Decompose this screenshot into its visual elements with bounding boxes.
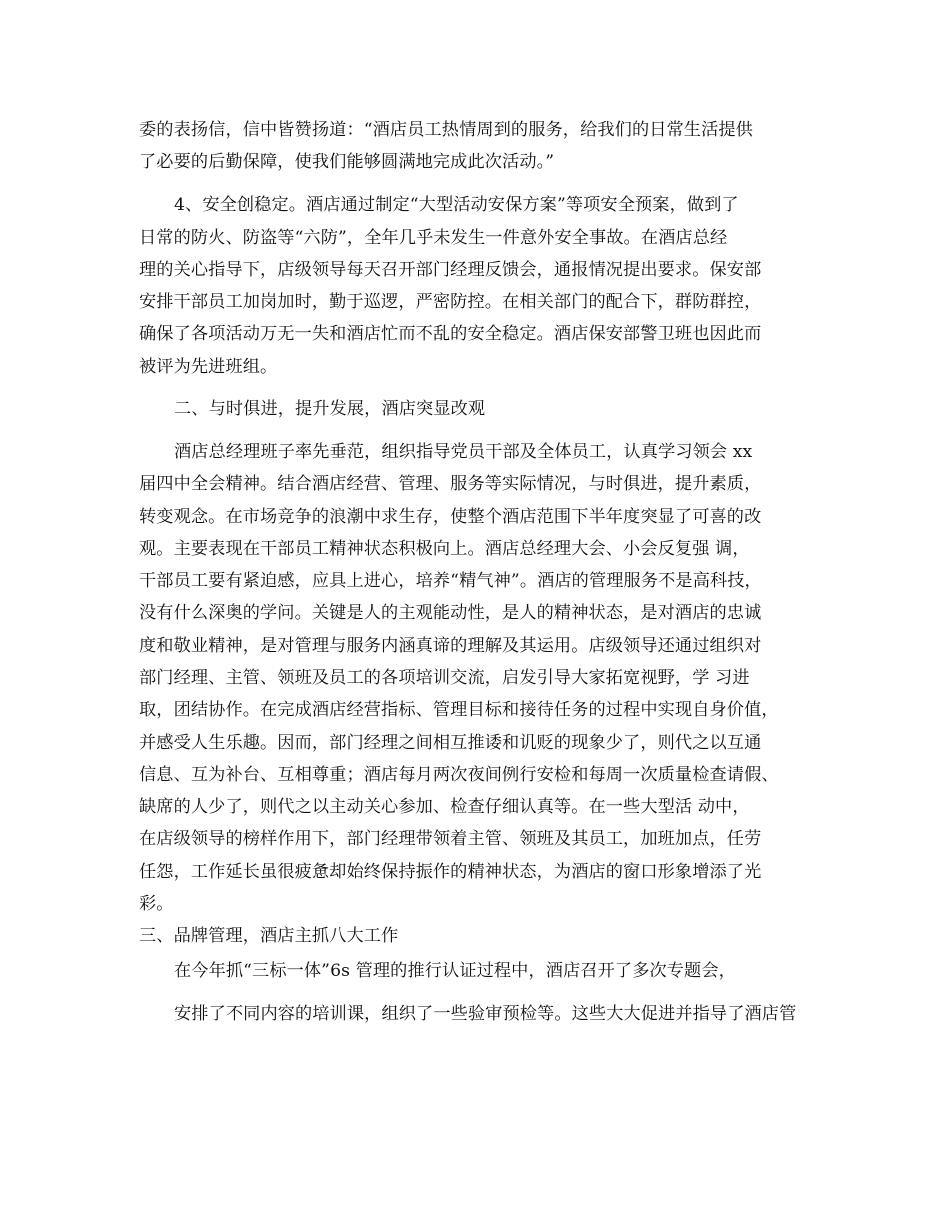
text-line-16: 度和敬业精神，是对管理与服务内涵真谛的理解及其运用。店级领导还通过组织对 [139, 636, 762, 656]
text-line-25: 三、品牌管理，酒店主抓八大工作 [139, 926, 399, 946]
text-line-14: 干部员工要有紧迫感，应具上进心，培养“精气神”。酒店的管理服务不是高科技， [139, 571, 762, 591]
text-line-10: 酒店总经理班子率先垂范，组织指导党员干部及全体员工，认真学习领会 xx [174, 442, 753, 462]
text-line-3: 4、安全创稳定。酒店通过制定“大型活动安保方案”等项安全预案，做到了 [174, 195, 739, 215]
text-line-15: 没有什么深奥的学问。关键是人的主观能动性，是人的精神状态，是对酒店的忠诚 [139, 603, 762, 623]
text-line-6: 安排干部员工加岗加时，勤于巡逻，严密防控。在相关部门的配合下，群防群控， [139, 292, 762, 312]
text-line-5: 理的关心指导下，店级领导每天召开部门经理反馈会，通报情况提出要求。保安部 [139, 260, 762, 280]
text-line-12: 转变观念。在市场竞争的浪潮中求生存，使整个酒店范围下半年度突显了可喜的改 [139, 507, 762, 527]
text-line-8: 被评为先进班组。 [139, 357, 278, 377]
text-line-2: 了必要的后勤保障，使我们能够圆满地完成此次活动。” [139, 152, 555, 172]
text-line-18: 取，团结协作。在完成酒店经营指标、管理目标和接待任务的过程中实现自身价值， [139, 700, 779, 720]
text-line-19: 并感受人生乐趣。因而，部门经理之间相互推诿和讥贬的现象少了，则代之以互通 [139, 733, 762, 753]
section-heading-3: 在今年抓“三标一体”6s 管理的推行认证过程中，酒店召开了多次专题会， [174, 961, 736, 981]
text-line-27: 安排了不同内容的培训课，组织了一些验审预检等。这些大大促进并指导了酒店管 [174, 1004, 797, 1024]
text-line-20: 信息、互为补台、互相尊重；酒店每月两次夜间例行安检和每周一次质量检查请假、 [139, 765, 779, 785]
text-line-22: 在店级领导的榜样作用下，部门经理带领着主管、领班及其员工，加班加点，任劳 [139, 829, 762, 849]
text-line-4: 日常的防火、防盗等“六防”，全年几乎未发生一件意外安全事故。在酒店总经 [139, 228, 728, 248]
text-line-17: 部门经理、主管、领班及员工的各项培训交流，启发引导大家拓宽视野，学 习进 [139, 668, 750, 688]
text-line-23: 任怨，工作延长虽很疲惫却始终保持振作的精神状态，为酒店的窗口形象增添了光 [139, 862, 762, 882]
text-line-7: 确保了各项活动万无一失和酒店忙而不乱的安全稳定。酒店保安部警卫班也因此而 [139, 324, 762, 344]
text-line-13: 观。主要表现在干部员工精神状态积极向上。酒店总经理大会、小会反复强 调， [139, 539, 750, 559]
section-heading-2: 二、与时俱进，提升发展，酒店突显改观 [174, 399, 486, 419]
text-line-1: 委的表扬信，信中皆赞扬道：“酒店员工热情周到的服务，给我们的日常生活提供 [139, 120, 753, 140]
text-line-21: 缺席的人少了，则代之以主动关心参加、检查仔细认真等。在一些大型活 动中， [139, 797, 750, 817]
text-line-24: 彩。 [139, 894, 174, 914]
text-line-11: 届四中全会精神。结合酒店经营、管理、服务等实际情况，与时俱进，提升素质， [139, 474, 762, 494]
